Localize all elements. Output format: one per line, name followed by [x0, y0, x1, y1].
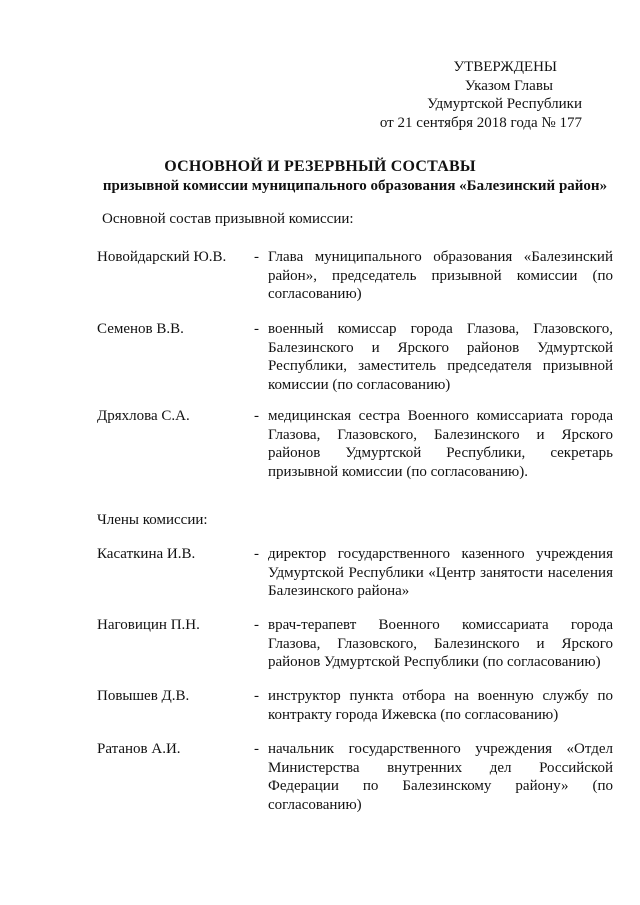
title-main: ОСНОВНОЙ И РЕЗЕРВНЫЙ СОСТАВЫ [164, 158, 476, 175]
member-role: инструктор пункта отбора на военную службу по контракту города Ижевска (по согласованию) [268, 688, 613, 723]
member-name: Дряхлова С.А. [97, 408, 190, 424]
member-dash: - [254, 546, 259, 562]
member-dash: - [254, 249, 259, 265]
member-role: директор государственного казенного учреждения Удмуртской Республики «Центр занятости населения Балезинского района» [268, 546, 613, 599]
approval-stamp [380, 58, 582, 132]
member-role: медицинская сестра Военного комиссариата города Глазова, Глазовского, Балезинского и Ярского районов Удмуртской Республики, секретарь призывной комиссии (по согласованию). [268, 408, 613, 480]
member-role: врач-терапевт Военного комиссариата города Глазова, Глазовского, Балезинского и Ярского районов Удмуртской Республики (по согласованию) [268, 617, 613, 670]
member-name: Ратанов А.И. [97, 741, 181, 757]
title-subtitle: призывной комиссии муниципального образования «Балезинский район» [102, 177, 608, 194]
member-dash: - [254, 408, 259, 424]
member-name: Семенов В.В. [97, 321, 184, 337]
member-role: Глава муниципального образования «Балезинский район», председатель призывной комиссии (по согласованию) [268, 249, 613, 302]
member-dash: - [254, 617, 259, 633]
member-dash: - [254, 688, 259, 704]
member-name: Повышев Д.В. [97, 688, 190, 704]
member-name: Наговицин П.Н. [97, 617, 200, 633]
approval-republic: Удмуртской Республики [427, 96, 582, 112]
members-section-heading: Члены комиссии: [97, 512, 208, 528]
approval-date: от 21 сентября 2018 года № 177 [379, 114, 582, 131]
member-dash: - [254, 321, 259, 337]
approval-decree: Указом Главы [464, 77, 553, 94]
member-name: Новойдарский Ю.В. [97, 249, 227, 265]
member-name: Касаткина И.В. [97, 546, 196, 562]
member-dash: - [254, 741, 259, 757]
member-role: начальник государственного учреждения «Отдел Министерства внутренних дел Российской Федерации по Балезинскому району» (по согласованию) [268, 741, 613, 813]
member-role: военный комиссар города Глазова, Глазовского, Балезинского и Ярского районов Удмуртской Республики, заместитель председателя призывной комиссии (по согласованию) [268, 321, 613, 393]
document-title [0, 158, 640, 195]
approval-heading: УТВЕРЖДЕНЫ [453, 59, 557, 75]
main-section-heading: Основной состав призывной комиссии: [102, 211, 354, 227]
